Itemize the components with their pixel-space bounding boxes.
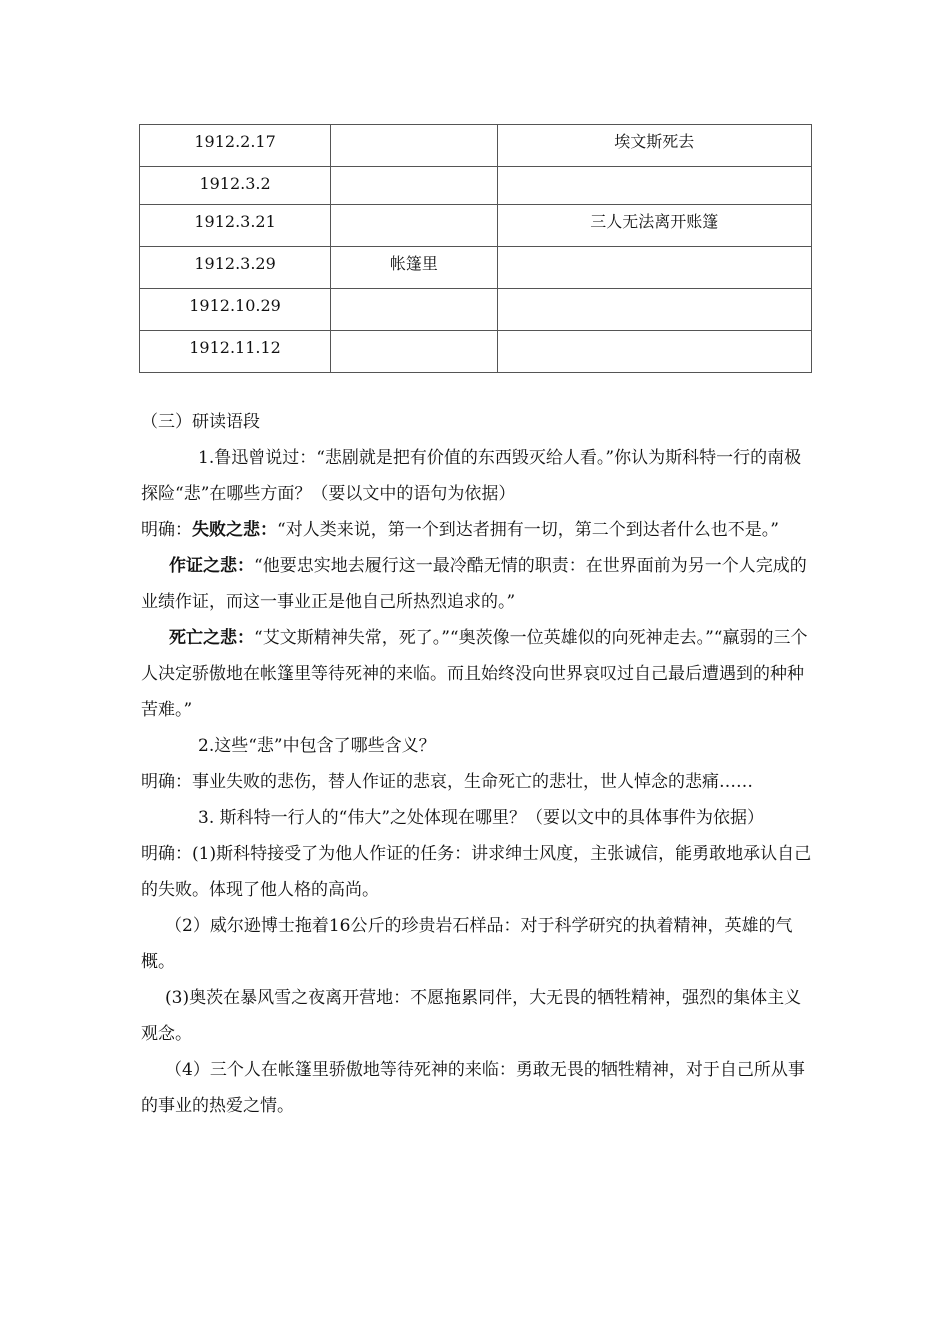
answer-2: 明确：事业失败的悲伤，替人作证的悲哀，生命死亡的悲壮，世人悼念的悲痛…… [141, 772, 753, 792]
event-cell [497, 331, 811, 373]
answer-3-item: (3)奥茨在暴风雪之夜离开营地：不愿拖累同伴，大无畏的牺牲精神，强烈的集体主义观念。 [141, 988, 802, 1044]
date-cell: 1912.3.29 [140, 247, 331, 289]
table-row [140, 289, 812, 331]
table-row [140, 167, 812, 205]
table-row [140, 247, 812, 289]
table-row [140, 331, 812, 373]
witness-quote: “他要忠实地去履行这一最冷酷无情的职责：在世界面前为另一个人完成的业绩作证，而这一事业正是他自己所热烈追求的。” [141, 556, 807, 612]
question-2: 2.这些“悲”中包含了哪些含义？ [198, 736, 436, 756]
event-cell [497, 247, 811, 289]
date-cell: 1912.10.29 [140, 289, 331, 331]
reading-section [141, 404, 813, 1124]
date-cell: 1912.3.2 [140, 167, 331, 205]
failure-quote: “对人类来说，第一个到达者拥有一切，第二个到达者什么也不是。” [277, 520, 779, 540]
event-cell [497, 289, 811, 331]
answer-3-item: 明确：(1)斯科特接受了为他人作证的任务：讲求绅士风度，主张诚信，能勇敢地承认自己的失败。体现了他人格的高尚。 [141, 844, 812, 900]
section-title: （三）研读语段 [141, 412, 260, 432]
answer-1-death [141, 620, 813, 728]
date-cell: 1912.2.17 [140, 125, 331, 167]
death-label: 死亡之悲： [169, 628, 254, 648]
failure-label: 失败之悲： [192, 520, 277, 540]
date-cell: 1912.11.12 [140, 331, 331, 373]
expedition-timeline-table [139, 124, 812, 373]
question-1: 1.鲁迅曾说过：“悲剧就是把有价值的东西毁灭给人看。”你认为斯科特一行的南极探险“悲”在哪些方面？（要以文中的语句为依据） [141, 448, 802, 504]
place-cell [331, 205, 497, 247]
table-row [140, 125, 812, 167]
event-cell: 三人无法离开账篷 [497, 205, 811, 247]
place-cell [331, 167, 497, 205]
date-cell: 1912.3.21 [140, 205, 331, 247]
place-cell [331, 125, 497, 167]
answer-3-item: （4）三个人在帐篷里骄傲地等待死神的来临：勇敢无畏的牺牲精神，对于自己所从事的事业的热爱之情。 [141, 1060, 805, 1116]
question-3: 3. 斯科特一行人的“伟大”之处体现在哪里？（要以文中的具体事件为依据） [198, 808, 765, 828]
answer-3-item: （2）威尔逊博士拖着16公斤的珍贵岩石样品：对于科学研究的执着精神，英雄的气概。 [141, 916, 793, 972]
place-cell [331, 331, 497, 373]
table-row [140, 205, 812, 247]
event-cell [497, 167, 811, 205]
answer-1-failure [141, 512, 813, 548]
witness-label: 作证之悲： [169, 556, 254, 576]
answer-prefix: 明确： [141, 520, 192, 540]
place-cell: 帐篷里 [331, 247, 497, 289]
event-cell: 埃文斯死去 [497, 125, 811, 167]
place-cell [331, 289, 497, 331]
death-quote: “艾文斯精神失常，死了。”“奥茨像一位英雄似的向死神走去。”“羸弱的三个人决定骄傲地在帐篷里等待死神的来临。而且始终没向世界哀叹过自己最后遭遇到的种种苦难。” [141, 628, 808, 720]
answer-1-witness [141, 548, 813, 620]
